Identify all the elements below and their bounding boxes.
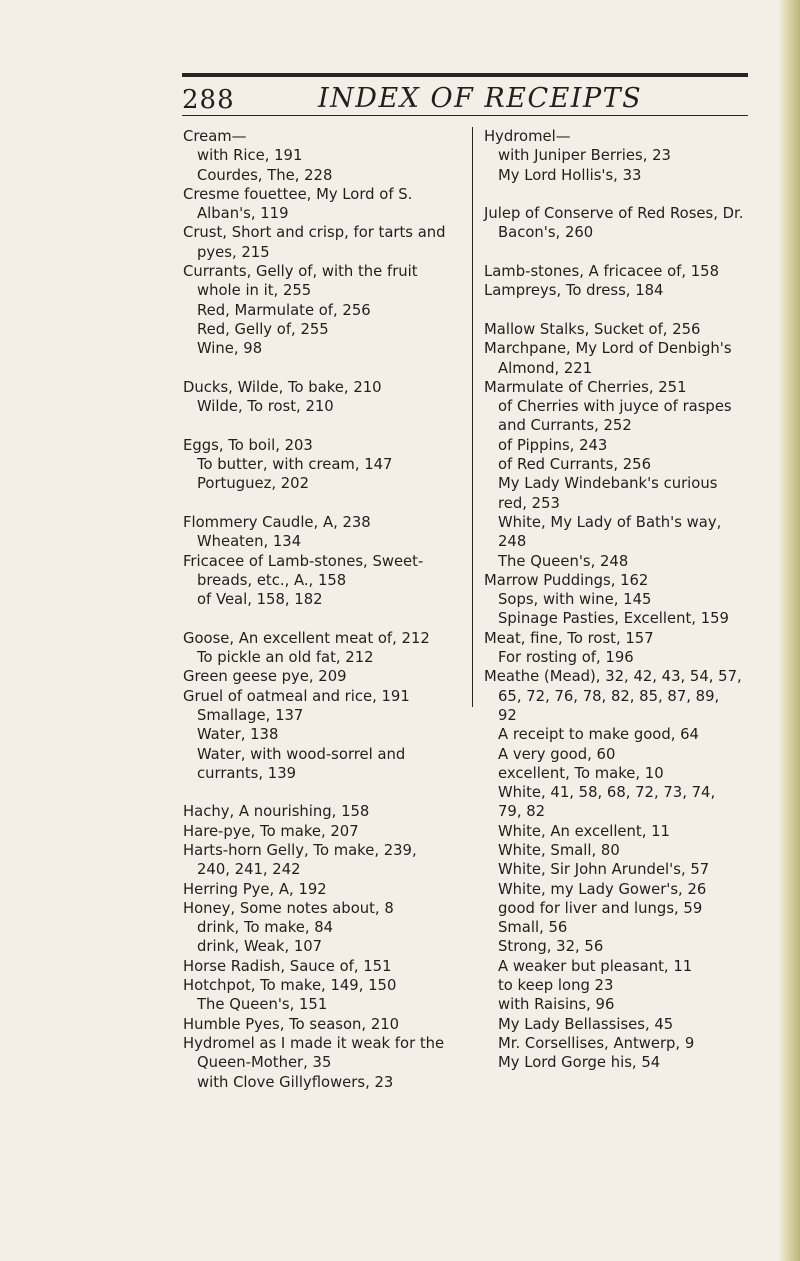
index-entry: Almond, 221 — [498, 359, 593, 377]
index-entry: Smallage, 137 — [197, 706, 304, 724]
index-entry: Hare-pye, To make, 207 — [183, 822, 359, 840]
index-entry: Queen-Mother, 35 — [197, 1054, 332, 1072]
index-entry: A receipt to make good, 64 — [498, 726, 699, 744]
index-entry: Horse Radish, Sauce of, 151 — [183, 957, 392, 975]
index-entry: Gruel of oatmeal and rice, 191 — [183, 687, 410, 705]
page-number: 288 — [182, 85, 235, 115]
index-entry: Cream— — [183, 128, 247, 145]
index-entry: Cresme fouettee, My Lord of S. — [183, 185, 413, 203]
index-entry: Meathe (Mead), 32, 42, 43, 54, 57, — [484, 668, 742, 686]
index-entry: drink, To make, 84 — [197, 919, 334, 937]
index-entry: 79, 82 — [498, 803, 546, 821]
index-entry: Courdes, The, 228 — [197, 166, 333, 184]
index-entry: Hydromel— — [484, 128, 571, 145]
index-entry: White, An excellent, 11 — [498, 822, 670, 840]
index-entry: Mr. Corsellises, Antwerp, 9 — [498, 1034, 695, 1052]
page-title: INDEX OF RECEIPTS — [318, 83, 643, 114]
index-entry: Meat, fine, To rost, 157 — [484, 629, 654, 647]
index-entry: Marchpane, My Lord of Denbigh's — [484, 340, 732, 358]
index-entry: 92 — [498, 706, 517, 724]
index-entry: Honey, Some notes about, 8 — [183, 899, 394, 917]
index-entry: Hachy, A nourishing, 158 — [183, 803, 370, 821]
index-entry: Herring Pye, A, 192 — [183, 880, 327, 898]
index-entry: Water, 138 — [197, 726, 279, 744]
index-entry: White, My Lady of Bath's way, — [498, 513, 722, 531]
index-entry: Red, Marmulate of, 256 — [197, 301, 371, 319]
index-entry: Lamb-stones, A fricacee of, 158 — [484, 263, 720, 281]
index-entry: My Lord Hollis's, 33 — [498, 166, 642, 184]
index-entry: with Juniper Berries, 23 — [498, 147, 671, 165]
index-entry: and Currants, 252 — [498, 417, 632, 435]
index-entry: 65, 72, 76, 78, 82, 85, 87, 89, — [498, 687, 720, 705]
index-entry: Mallow Stalks, Sucket of, 256 — [484, 320, 701, 338]
index-entry: Small, 56 — [498, 919, 568, 937]
index-entry: of Red Currants, 256 — [498, 456, 652, 474]
header-rule-top — [182, 73, 748, 77]
index-entry: with Rice, 191 — [197, 147, 303, 165]
index-entry: Goose, An excellent meat of, 212 — [183, 629, 430, 647]
index-entry: Strong, 32, 56 — [498, 938, 604, 956]
index-entry: Ducks, Wilde, To bake, 210 — [183, 378, 382, 396]
column-divider — [472, 127, 473, 707]
index-entry: To butter, with cream, 147 — [197, 456, 393, 474]
index-entry: 240, 241, 242 — [197, 861, 301, 879]
index-entry: of Cherries with juyce of raspes — [498, 398, 732, 416]
index-entry: My Lord Gorge his, 54 — [498, 1054, 661, 1072]
index-entry: A weaker but pleasant, 11 — [498, 957, 693, 975]
index-entry: of Pippins, 243 — [498, 436, 608, 454]
index-entry: with Raisins, 96 — [498, 996, 615, 1014]
index-entry: Sops, with wine, 145 — [498, 591, 652, 609]
index-entry: White, 41, 58, 68, 72, 73, 74, — [498, 784, 716, 802]
index-entry: Eggs, To boil, 203 — [183, 436, 313, 454]
index-entry: White, Sir John Arundel's, 57 — [498, 861, 710, 879]
index-entry: Flommery Caudle, A, 238 — [183, 513, 371, 531]
index-entry: The Queen's, 248 — [498, 552, 629, 570]
index-entry: Hotchpot, To make, 149, 150 — [183, 977, 397, 995]
index-entry: Spinage Pasties, Excellent, 159 — [498, 610, 729, 628]
index-entry: Red, Gelly of, 255 — [197, 320, 329, 338]
page-edge-discoloration — [778, 0, 800, 1261]
index-entry: whole in it, 255 — [197, 282, 312, 300]
index-entry: White, Small, 80 — [498, 841, 620, 859]
index-entry: of Veal, 158, 182 — [197, 591, 323, 609]
index-entry: Julep of Conserve of Red Roses, Dr. — [484, 205, 744, 223]
index-entry: A very good, 60 — [498, 745, 616, 763]
index-entry: currants, 139 — [197, 764, 297, 782]
index-entry: excellent, To make, 10 — [498, 764, 664, 782]
index-entry: Alban's, 119 — [197, 205, 289, 223]
index-entry: Wine, 98 — [197, 340, 263, 358]
index-entry: Wheaten, 134 — [197, 533, 302, 551]
index-entry: Lampreys, To dress, 184 — [484, 282, 664, 300]
index-entry: Bacon's, 260 — [498, 224, 594, 242]
index-entry: Currants, Gelly of, with the fruit — [183, 263, 418, 281]
index-entry: Marrow Puddings, 162 — [484, 571, 649, 589]
index-entry: good for liver and lungs, 59 — [498, 899, 703, 917]
index-column-right — [484, 127, 764, 1073]
index-entry: For rosting of, 196 — [498, 649, 634, 667]
index-entry: breads, etc., A., 158 — [197, 571, 347, 589]
index-entry: Fricacee of Lamb-stones, Sweet- — [183, 552, 424, 570]
index-entry: 248 — [498, 533, 527, 551]
index-entry: Humble Pyes, To season, 210 — [183, 1015, 400, 1033]
index-column-left — [183, 127, 465, 1092]
index-entry: My Lady Windebank's curious — [498, 475, 718, 493]
index-entry: To pickle an old fat, 212 — [197, 649, 374, 667]
index-entry: red, 253 — [498, 494, 560, 512]
index-entry: pyes, 215 — [197, 243, 270, 261]
index-entry: Marmulate of Cherries, 251 — [484, 378, 687, 396]
index-entry: drink, Weak, 107 — [197, 938, 323, 956]
index-entry: My Lady Bellassises, 45 — [498, 1015, 674, 1033]
index-entry: Green geese pye, 209 — [183, 668, 347, 686]
index-entry: Crust, Short and crisp, for tarts and — [183, 224, 446, 242]
index-entry: The Queen's, 151 — [197, 996, 328, 1014]
index-entry: Water, with wood-sorrel and — [197, 745, 406, 763]
index-entry: to keep long 23 — [498, 977, 614, 995]
index-entry: Portuguez, 202 — [197, 475, 310, 493]
index-entry: Harts-horn Gelly, To make, 239, — [183, 841, 417, 859]
index-entry: Wilde, To rost, 210 — [197, 398, 334, 416]
header-rule-bottom — [182, 115, 748, 116]
index-entry: Hydromel as I made it weak for the — [183, 1034, 445, 1052]
index-entry: White, my Lady Gower's, 26 — [498, 880, 707, 898]
index-entry: with Clove Gillyflowers, 23 — [197, 1073, 394, 1091]
